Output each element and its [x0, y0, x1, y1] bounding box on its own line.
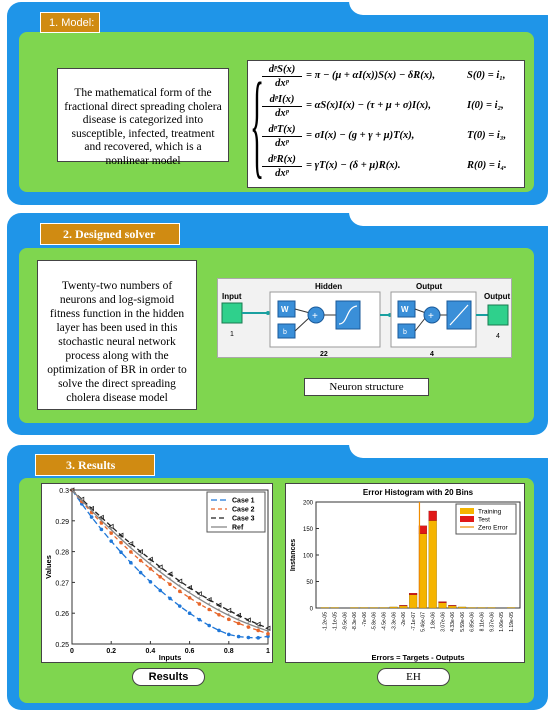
series-point: *	[188, 590, 191, 598]
histogram-svg	[286, 484, 526, 664]
series-point	[227, 633, 231, 637]
output-plus: +	[428, 311, 434, 322]
results-line-chart	[41, 483, 273, 663]
series-point	[256, 636, 260, 640]
x-tick-label: 3.07e-06	[440, 612, 447, 632]
y-axis-label: Values	[44, 555, 53, 579]
series-point	[90, 515, 94, 519]
model-equations	[247, 60, 525, 188]
legend-swatch	[460, 516, 474, 522]
eq-lhs-den: dxᵖ	[275, 108, 289, 119]
series-point: *	[158, 569, 162, 577]
x-tick-label: 6.85e-06	[469, 612, 476, 632]
series-point: *	[237, 617, 240, 625]
output-w: W	[401, 305, 409, 314]
series-point	[158, 589, 162, 593]
eq-rhs: = σI(x) − (g + γ + μ)T(x),	[306, 130, 415, 141]
hidden-w: W	[281, 305, 289, 314]
eh-caption: EH	[377, 668, 450, 686]
x-tick-label: 1.06e-05	[499, 612, 506, 632]
neuron-structure-diagram	[217, 278, 512, 358]
x-tick-label: -9.5e-06	[342, 612, 349, 631]
series-point	[109, 539, 113, 543]
series-point: *	[198, 596, 201, 604]
hidden-label: Hidden	[315, 282, 343, 291]
y-axis-label: Instances	[290, 538, 297, 572]
x-tick-label: -2e-06	[401, 612, 408, 627]
series-point: *	[178, 583, 182, 591]
legend	[207, 492, 265, 532]
legend-swatch	[460, 508, 474, 514]
results-panel	[7, 445, 548, 710]
legend-label: Case 2	[232, 506, 255, 514]
x-tick-label: -7.1e-07	[410, 612, 417, 631]
hidden-layer-box	[270, 292, 380, 347]
x-tick-label: 0	[70, 648, 74, 655]
x-tick-label: -1.2e-05	[322, 612, 329, 631]
x-axis-label: Errors = Targets - Outputs	[371, 653, 465, 662]
eq-initial-condition: I(0) = i₂,	[467, 100, 504, 111]
legend-label: Test	[478, 516, 490, 524]
x-tick-label: 8.11e-06	[479, 612, 486, 632]
series-point	[198, 618, 202, 622]
network-svg	[218, 279, 513, 359]
x-tick-label: -5.8e-06	[371, 612, 378, 631]
eq-lhs-den: dxᵖ	[275, 168, 289, 179]
equation-row	[262, 63, 524, 91]
eq-lhs-num: dᵖR(x)	[262, 153, 302, 167]
eq-initial-condition: R(0) = i₄.	[467, 160, 507, 171]
y-tick-label: 0.29	[55, 518, 69, 526]
hidden-count: 22	[320, 351, 328, 358]
output-layer-count: 4	[430, 351, 434, 358]
results-label: 3. Results	[35, 454, 155, 476]
legend-label: Training	[478, 508, 502, 516]
x-tick-label: 1.8e-06	[430, 612, 437, 629]
y-tick-label: 0.27	[55, 580, 69, 588]
test-bar	[419, 526, 427, 534]
training-bar	[429, 521, 437, 608]
panel-notch	[349, 1, 549, 15]
y-tick-label: 150	[302, 527, 313, 533]
x-tick-label: 9.37e-06	[489, 612, 496, 632]
input-node	[222, 303, 242, 323]
hidden-b: b	[283, 329, 287, 336]
x-tick-label: -3.3e-06	[391, 612, 398, 631]
legend-label: Case 3	[232, 515, 255, 523]
series-point	[217, 629, 221, 633]
test-bar	[448, 605, 456, 606]
series-point	[100, 528, 104, 532]
training-bar	[507, 607, 515, 608]
series-point	[207, 624, 211, 628]
x-tick-label: 5.59e-06	[459, 612, 466, 632]
y-tick-label: 0	[309, 606, 313, 613]
training-bar	[390, 607, 398, 608]
brace-icon: {	[250, 58, 265, 189]
y-tick-label: 200	[302, 500, 313, 507]
test-bar	[439, 602, 447, 603]
series-point	[237, 635, 241, 639]
output-count: 4	[496, 333, 500, 340]
training-bar	[439, 603, 447, 608]
solver-description: Twenty-two numbers of neurons and log-sigmoid fitness function in the hidden layer has been used in this stochastic neural network process along with the optimization of BR in order to solve the direct spreading cholera disease model	[37, 260, 197, 410]
error-histogram-chart	[285, 483, 525, 663]
test-bar	[399, 605, 407, 606]
training-bar	[448, 606, 456, 608]
series-point: *	[129, 545, 133, 553]
y-tick-label: 0.28	[55, 549, 69, 557]
series-point	[168, 597, 172, 601]
series-point	[149, 580, 153, 584]
series-point	[119, 550, 123, 554]
eq-lhs-den: dxᵖ	[275, 138, 289, 149]
eq-lhs-den: dxᵖ	[275, 78, 289, 89]
chart-title: Error Histogram with 20 Bins	[362, 488, 474, 497]
neuron-structure-caption: Neuron structure	[304, 378, 429, 396]
series-point: *	[168, 576, 172, 584]
series-point: *	[217, 607, 221, 615]
eq-rhs: = γT(x) − (δ + μ)R(x).	[306, 160, 401, 171]
connector-dot	[266, 311, 270, 315]
x-tick-label: -8.3e-06	[352, 612, 359, 631]
eq-lhs-num: dᵖI(x)	[262, 93, 302, 107]
output-label: Output	[484, 292, 511, 301]
model-inner	[19, 32, 534, 192]
training-bar	[468, 607, 476, 608]
solver-panel	[7, 213, 548, 435]
series-point	[139, 571, 143, 575]
x-tick-label: 4.33e-06	[450, 612, 457, 632]
eq-initial-condition: T(0) = i₃,	[467, 130, 507, 141]
series-point: *	[70, 487, 74, 495]
series-point: *	[139, 553, 142, 561]
y-tick-label: 100	[302, 553, 313, 560]
output-b: b	[403, 329, 407, 336]
model-panel	[7, 2, 548, 205]
training-bar	[458, 607, 466, 608]
test-bar	[429, 511, 437, 521]
panel-notch	[349, 444, 549, 458]
model-label: 1. Model:	[40, 12, 100, 33]
y-tick-label: 0.3	[59, 488, 69, 495]
x-tick-label: 0.8	[223, 648, 234, 655]
x-tick-label: 1.19e-05	[508, 612, 515, 632]
results-inner	[19, 478, 534, 703]
y-tick-label: 0.26	[55, 611, 69, 619]
series-point: *	[100, 517, 103, 525]
series-point: *	[256, 625, 260, 633]
eq-rhs: = π − (μ + αI(x))S(x) − δR(x),	[306, 70, 436, 81]
output-layer-label: Output	[416, 282, 443, 291]
equation-row	[262, 153, 524, 181]
training-bar	[478, 607, 486, 608]
legend-label: Zero Error	[478, 524, 508, 532]
legend-label: Case 1	[232, 497, 255, 505]
input-label: Input	[222, 292, 242, 301]
x-tick-label: 5.46e-07	[420, 612, 427, 632]
training-bar	[350, 607, 358, 608]
eq-initial-condition: S(0) = i₁,	[467, 70, 506, 81]
hidden-plus: +	[312, 311, 318, 322]
equation-row	[262, 93, 524, 121]
solver-inner	[19, 248, 534, 423]
test-bar	[409, 593, 417, 595]
eq-rhs: = αS(x)I(x) − (τ + μ + σ)I(x),	[306, 100, 432, 111]
x-axis-label: Inputs	[158, 653, 182, 662]
x-tick-label: 0.6	[184, 648, 195, 655]
equation-row	[262, 123, 524, 151]
series-point: *	[266, 628, 270, 636]
training-bar	[370, 607, 378, 608]
training-bar	[488, 607, 496, 608]
training-bar	[399, 606, 407, 608]
training-bar	[380, 607, 388, 608]
series-point: *	[227, 612, 231, 620]
x-tick-label: 1	[266, 648, 270, 655]
eq-lhs-num: dᵖS(x)	[262, 63, 302, 77]
x-tick-label: -4.5e-06	[381, 612, 388, 631]
input-count: 1	[230, 331, 234, 338]
eq-lhs-num: dᵖT(x)	[262, 123, 302, 137]
results-caption: Results	[132, 668, 205, 686]
x-tick-label: 0.4	[145, 648, 156, 655]
legend-label: Ref	[232, 524, 244, 532]
series-point: *	[109, 527, 113, 535]
series-point: *	[149, 561, 152, 569]
y-tick-label: 50	[306, 580, 313, 586]
series-point	[129, 561, 133, 565]
series-point: *	[247, 621, 250, 629]
training-bar	[331, 607, 339, 608]
model-description: The mathematical form of the fractional direct spreading cholera disease is categorized into susceptible, infected, treatment and recovered, which is a nonlinear model	[57, 68, 229, 162]
x-tick-label: -1.1e-05	[332, 612, 339, 631]
panel-notch	[349, 212, 549, 226]
output-node	[488, 305, 508, 325]
training-bar	[321, 607, 329, 608]
training-bar	[360, 607, 368, 608]
series-point: *	[80, 497, 84, 505]
series-point	[247, 636, 251, 640]
training-bar	[419, 534, 427, 608]
series-point	[188, 611, 192, 615]
training-bar	[409, 595, 417, 608]
line-chart-svg	[42, 484, 274, 664]
x-tick-label: 0.2	[106, 648, 117, 655]
solver-label: 2. Designed solver	[40, 223, 180, 245]
legend	[456, 504, 516, 534]
x-tick-label: -7e-06	[361, 612, 368, 627]
series-point: *	[119, 536, 123, 544]
series-point: *	[90, 508, 93, 516]
y-tick-label: 0.25	[55, 642, 69, 649]
series-point: *	[207, 602, 211, 610]
series-point	[178, 604, 182, 608]
